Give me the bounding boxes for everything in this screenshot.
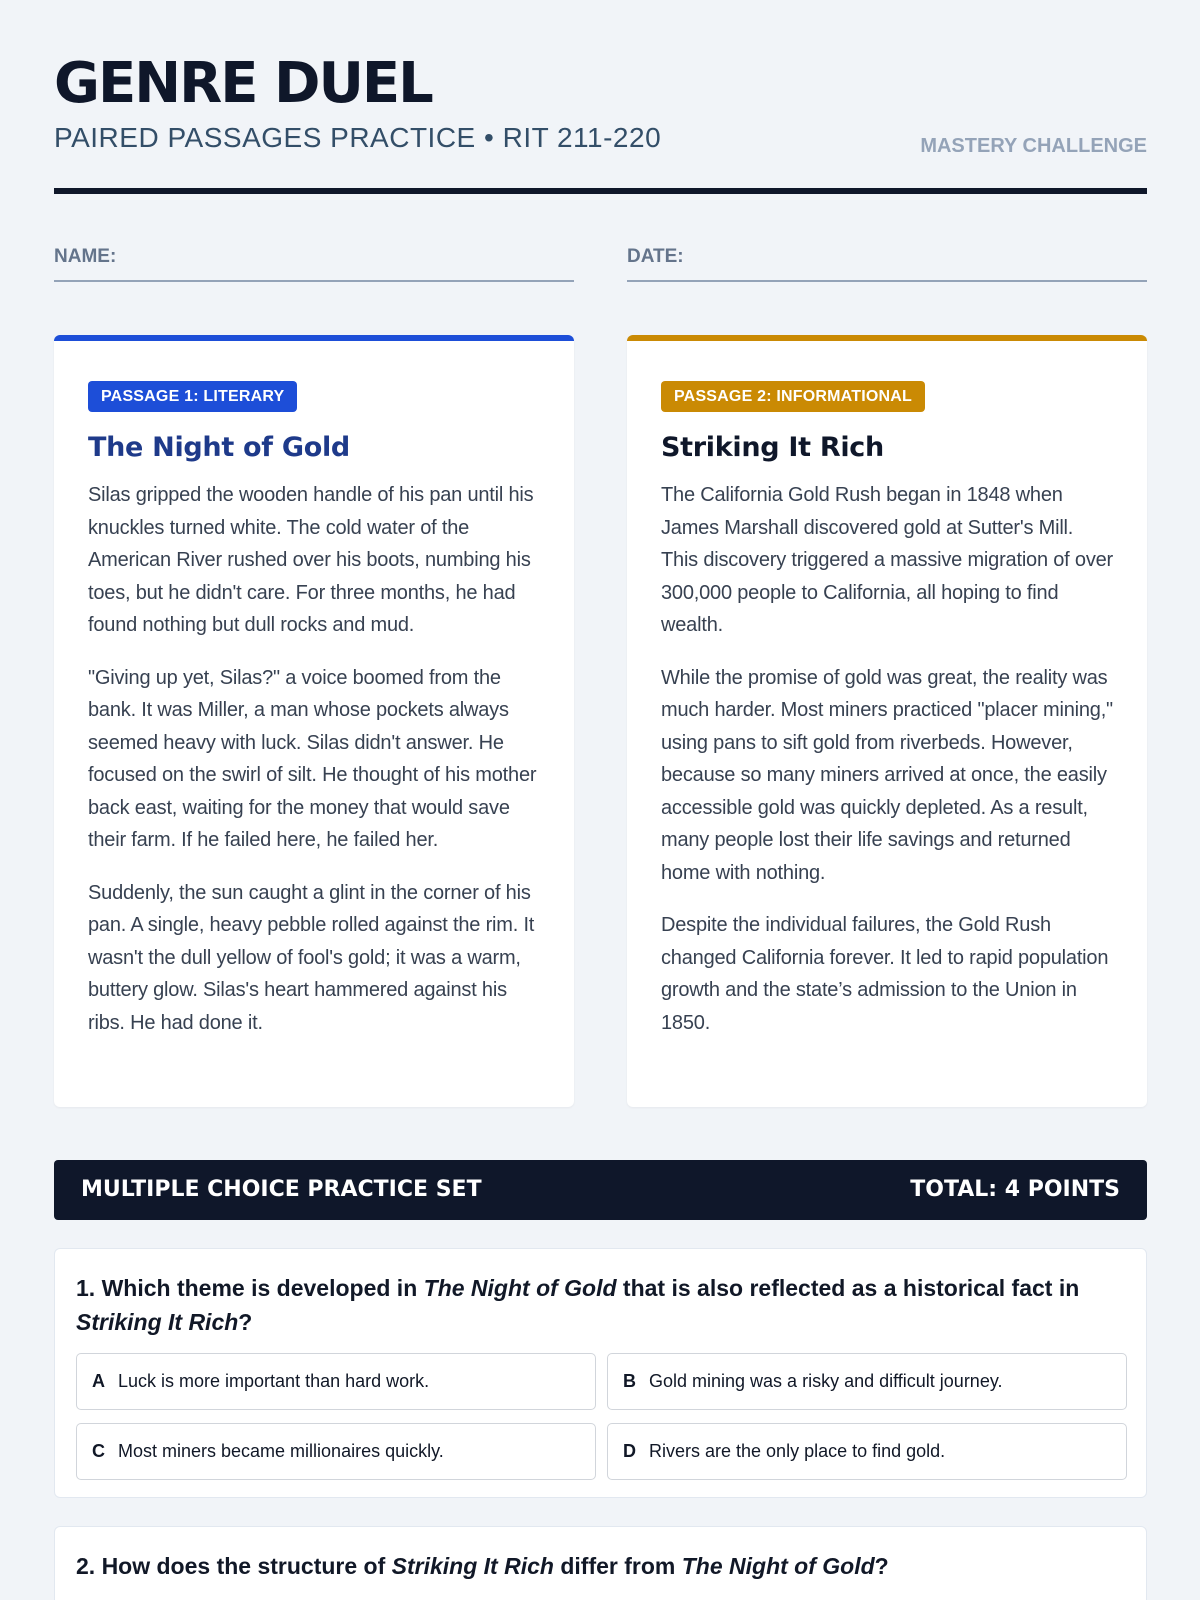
- passage-2-body: [661, 479, 1113, 1039]
- question-1: [54, 1248, 1147, 1498]
- passage-paragraph: While the promise of gold was great, the reality was much harder. Most miners practiced "placer mining," using pans to sift gold from riverbeds. However, because so many miners arrived at once, the easily accessible gold was quickly depleted. As a result, many people lost their life savings and returned home with nothing.: [661, 666, 1113, 884]
- question-1-options: [76, 1353, 1125, 1483]
- option-text: Gold mining was a risky and difficult journey.: [649, 1371, 1003, 1391]
- question-title-ref: Striking It Rich: [76, 1309, 239, 1335]
- question-title-ref: The Night of Gold: [423, 1275, 617, 1301]
- passage-paragraph: The California Gold Rush began in 1848 when James Marshall discovered gold at Sutter's Mill. This discovery triggered a massive migration of over 300,000 people to California, all hoping to find wealth.: [661, 484, 1114, 636]
- passage-paragraph: "Giving up yet, Silas?" a voice boomed from the bank. It was Miller, a man whose pockets always seemed heavy with luck. Silas didn't answer. He focused on the swirl of silt. He thought of his mother back east, waiting for the money that would save their farm. If he failed here, he failed her.: [88, 666, 537, 851]
- passage-1-card: [54, 335, 574, 1107]
- answer-option-c[interactable]: [76, 1423, 596, 1480]
- question-title-ref: The Night of Gold: [681, 1553, 875, 1579]
- option-letter: D: [623, 1441, 636, 1461]
- date-field[interactable]: DATE:: [627, 246, 1147, 282]
- question-2-text: [76, 1549, 1125, 1583]
- question-text-part: ?: [874, 1553, 889, 1579]
- header: [54, 0, 1147, 194]
- mc-section-header: [54, 1160, 1147, 1220]
- passage-2-badge: PASSAGE 2: INFORMATIONAL: [661, 381, 925, 412]
- passage-2-title: Striking It Rich: [661, 432, 884, 463]
- student-fields: [54, 246, 1147, 282]
- question-1-text: [76, 1271, 1125, 1339]
- mc-section-title: MULTIPLE CHOICE PRACTICE SET: [81, 1177, 482, 1202]
- worksheet-page: [54, 0, 1147, 1579]
- question-text-part: ?: [238, 1309, 253, 1335]
- page-subtitle: PAIRED PASSAGES PRACTICE • RIT 211-220: [54, 122, 662, 153]
- passage-1-badge: PASSAGE 1: LITERARY: [88, 381, 297, 412]
- option-text: Luck is more important than hard work.: [118, 1371, 430, 1391]
- passage-paragraph: Silas gripped the wooden handle of his pan until his knuckles turned white. The cold water of the American River rushed over his boots, numbing his toes, but he didn't care. For three months, he had found nothing but dull rocks and mud.: [88, 484, 534, 636]
- option-text: Most miners became millionaires quickly.: [118, 1441, 444, 1461]
- question-text-part: 2. How does the structure of: [76, 1553, 392, 1579]
- question-text-part: differ from: [553, 1553, 682, 1579]
- challenge-tag: MASTERY CHALLENGE: [920, 135, 1147, 157]
- question-2: [54, 1526, 1147, 1600]
- answer-option-a[interactable]: [76, 1353, 596, 1410]
- question-text-part: that is also reflected as a historical fact in: [616, 1275, 1080, 1301]
- passage-1-title: The Night of Gold: [88, 432, 350, 463]
- page-title: GENRE DUEL: [54, 51, 432, 116]
- option-letter: C: [92, 1441, 105, 1461]
- option-text: Rivers are the only place to find gold.: [649, 1441, 946, 1461]
- passage-paragraph: Suddenly, the sun caught a glint in the corner of his pan. A single, heavy pebble rolled against the rim. It wasn't the dull yellow of fool's gold; it was a warm, buttery glow. Silas's heart hammered against his ribs. He had done it.: [88, 881, 535, 1034]
- name-field[interactable]: NAME:: [54, 246, 574, 282]
- mc-total-points: TOTAL: 4 POINTS: [910, 1177, 1120, 1202]
- passage-2-card: [627, 335, 1147, 1107]
- question-text-part: 1. Which theme is developed in: [76, 1275, 424, 1301]
- answer-option-b[interactable]: [607, 1353, 1127, 1410]
- passage-1-body: [88, 479, 540, 1039]
- passage-paragraph: Despite the individual failures, the Gold Rush changed California forever. It led to rapid population growth and the state’s admission to the Union in 1850.: [661, 914, 1109, 1034]
- option-letter: A: [92, 1371, 105, 1391]
- question-title-ref: Striking It Rich: [391, 1553, 554, 1579]
- option-letter: B: [623, 1371, 636, 1391]
- answer-option-d[interactable]: [607, 1423, 1127, 1480]
